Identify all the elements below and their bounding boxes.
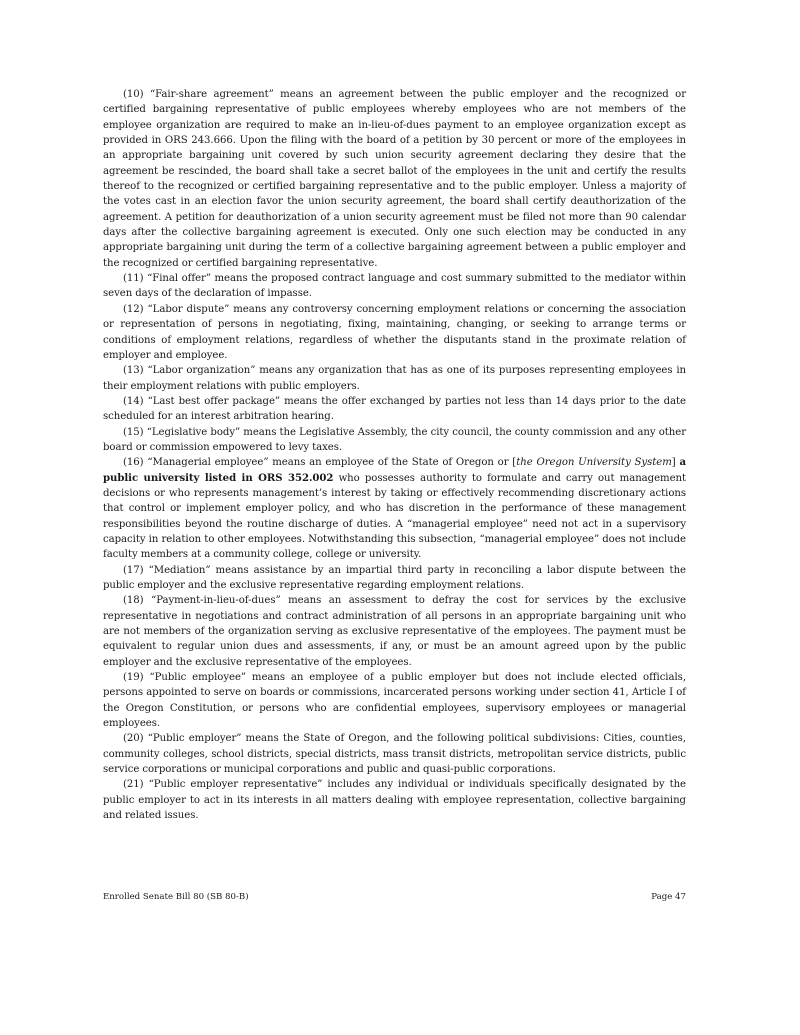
- footer-page-number: Page 47: [651, 892, 686, 902]
- paragraph-text: (17) “Mediation” means assistance by an impartial third party in reconciling a labor dispute between the public employer and the exclusive representative regarding employment relations.: [103, 564, 686, 591]
- paragraph-text: (21) “Public employer representative” includes any individual or individuals specifically designated by the public employer to act in its interests in all matters dealing with employee representation, collective bargaining and related issues.: [103, 779, 686, 822]
- definition-paragraph: [103, 670, 686, 731]
- paragraph-text: ]: [671, 457, 680, 469]
- paragraph-text: (15) “Legislative body” means the Legislative Assembly, the city council, the county commission and any other board or commission empowered to levy taxes.: [103, 426, 686, 453]
- paragraph-text: (11) “Final offer” means the proposed contract language and cost summary submitted to the mediator within seven days of the declaration of impasse.: [103, 273, 686, 300]
- paragraph-text: (19) “Public employee” means an employee of a public employer but does not include elected officials, persons appointed to serve on boards or commissions, incarcerated persons working under section 41, Article I of the Oregon Constitution, or persons who are confidential employees, supervisory employees or managerial employees.: [103, 672, 686, 730]
- deleted-text-italic: the Oregon University System: [516, 457, 672, 469]
- definition-paragraph: [103, 271, 686, 302]
- paragraph-text: (14) “Last best offer package” means the offer exchanged by parties not less than 14 days prior to the date scheduled for an interest arbitration hearing.: [103, 395, 686, 423]
- paragraph-text: (20) “Public employer” means the State of Oregon, and the following political subdivisions: Cities, counties, community colleges, school districts, special districts, mass transit districts, metropolitan service districts, public service corporations or municipal corporations and public and quasi-public corporations.: [103, 733, 686, 776]
- paragraph-text: who possesses authority to formulate and carry out management decisions or who represents management’s interest by taking or effectively recommending discretionary actions that control or implement employer policy, and who has discretion in the performance of these management responsibilities beyond the routine discharge of duties. A “managerial employee” need not act in a supervisory capacity in relation to other employees. Notwithstanding this subsection, “managerial employee” does not include faculty members at a community college, college or university.: [103, 472, 687, 561]
- footer-bill-title: Enrolled Senate Bill 80 (SB 80-B): [103, 892, 249, 902]
- amended-text-bold: a public university listed in ORS 352.002: [103, 456, 686, 484]
- definition-paragraph: [103, 87, 686, 271]
- definition-paragraph: [103, 363, 686, 394]
- definition-paragraph: [103, 455, 686, 562]
- paragraph-text: (16) “Managerial employee” means an employee of the State of Oregon or [: [123, 457, 517, 469]
- definition-paragraph: [103, 593, 686, 670]
- definition-paragraph: [103, 394, 686, 425]
- document-body: [103, 87, 686, 824]
- paragraph-text: (12) “Labor dispute” means any controversy concerning employment relations or concerning the association or representation of persons in negotiating, fixing, maintaining, changing, or seeking to arrange terms or conditions of employment relations, regardless of whether the disputants stand in the proximate relation of employer and employee.: [103, 303, 686, 361]
- paragraph-text: (13) “Labor organization” means any organization that has as one of its purposes representing employees in their employment relations with public employers.: [103, 365, 686, 392]
- definition-paragraph: [103, 731, 686, 777]
- paragraph-text: (10) “Fair-share agreement” means an agreement between the public employer and the recognized or certified bargaining representative of public employees whereby employees who are not members of the employee organization are required to make an in-lieu-of-dues payment to an employee organization except as provided in ORS 243.666. Upon the filing with the board of a petition by 30 percent or more of the employees in an appropriate bargaining unit covered by such union security agreement declaring they desire that the agreement be rescinded, the board shall take a secret ballot of the employees in the unit and certify the results thereof to the recognized or certified bargaining representative and to the public employer. Unless a majority of the votes cast in an election favor the union security agreement, the board shall certify deauthorization of the agreement. A petition for deauthorization of a union security agreement must be filed not more than 90 calendar days after the collective bargaining agreement is executed. Only one such election may be conducted in any appropriate bargaining unit during the term of a collective bargaining agreement between a public employer and the recognized or certified bargaining representative.: [103, 89, 686, 269]
- definition-paragraph: [103, 777, 686, 823]
- page-footer: [103, 892, 686, 902]
- definition-paragraph: [103, 425, 686, 456]
- definition-paragraph: [103, 563, 686, 594]
- paragraph-text: (18) “Payment-in-lieu-of-dues” means an assessment to defray the cost for services by the exclusive representative in negotiations and contract administration of all persons in an appropriate bargaining unit who are not members of the organization serving as exclusive representative of the employees. The payment must be equivalent to regular union dues and assessments, if any, or must be an amount agreed upon by the public employer and the exclusive representative of the employees.: [103, 595, 686, 668]
- definition-paragraph: [103, 302, 686, 363]
